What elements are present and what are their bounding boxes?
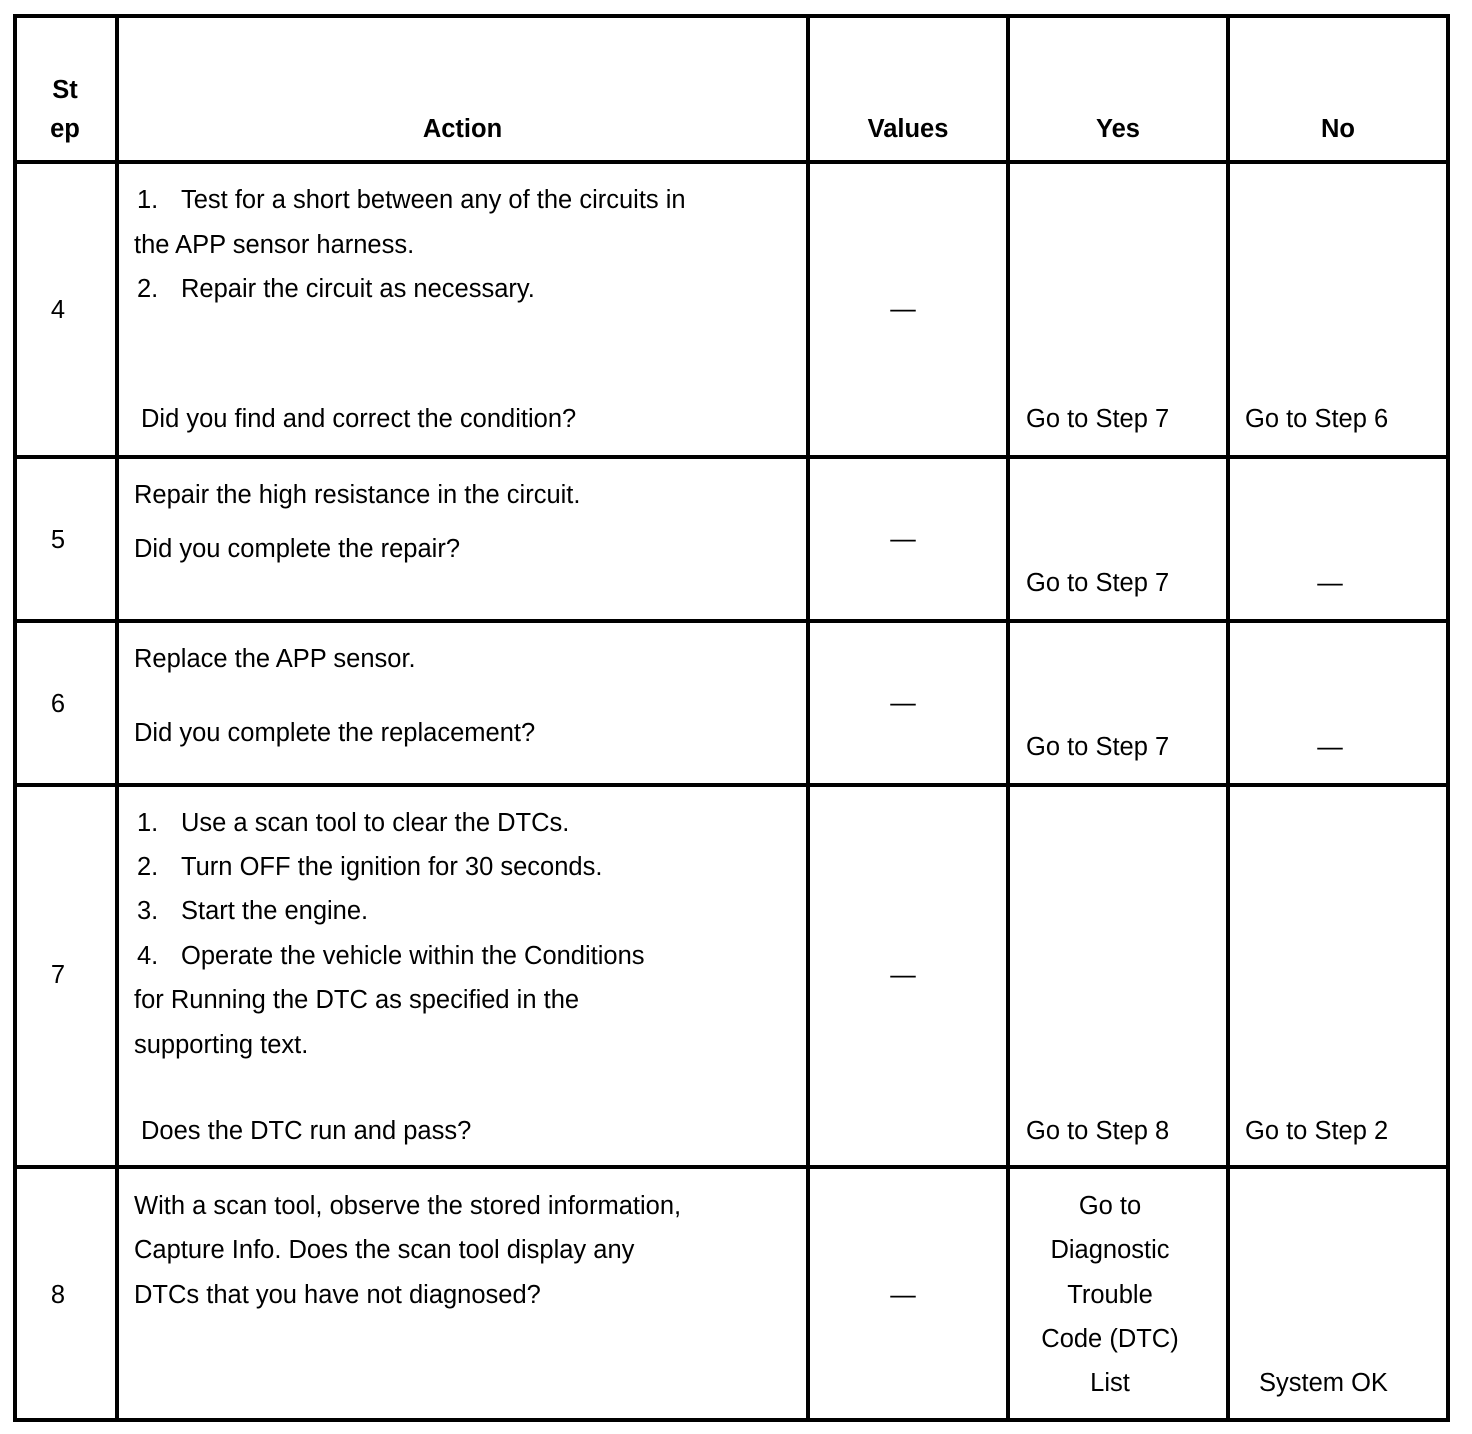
action-item-text: Use a scan tool to clear the DTCs. xyxy=(181,809,570,837)
action-item-number: 2. xyxy=(137,853,159,881)
step-number: 4 xyxy=(50,296,66,324)
yes-link-line[interactable]: List xyxy=(1090,1369,1130,1397)
no-cell: — xyxy=(1317,569,1343,597)
header-action: Action xyxy=(422,115,503,143)
row-divider xyxy=(13,160,1450,164)
table-border-bottom xyxy=(13,1418,1450,1422)
yes-link-line[interactable]: Diagnostic xyxy=(1050,1236,1170,1264)
row-divider xyxy=(13,455,1450,459)
action-item-number: 1. xyxy=(137,186,159,214)
yes-link-line[interactable]: Go to xyxy=(1078,1192,1142,1220)
row-divider xyxy=(13,619,1450,623)
column-divider xyxy=(1226,14,1230,1422)
column-divider xyxy=(806,14,810,1422)
action-text: With a scan tool, observe the stored information, xyxy=(134,1192,682,1220)
yes-link[interactable]: Go to Step 7 xyxy=(1026,405,1170,433)
no-link[interactable]: Go to Step 2 xyxy=(1245,1117,1389,1145)
action-item-text: Turn OFF the ignition for 30 seconds. xyxy=(181,853,603,881)
action-text: Repair the high resistance in the circuit. xyxy=(134,481,581,509)
step-number: 8 xyxy=(50,1281,66,1309)
row-divider xyxy=(13,1165,1450,1169)
action-item-number: 3. xyxy=(137,897,159,925)
action-text: Replace the APP sensor. xyxy=(134,645,416,673)
action-item-text: supporting text. xyxy=(134,1031,309,1059)
yes-link[interactable]: Go to Step 7 xyxy=(1026,733,1170,761)
header-step-line1: St xyxy=(52,76,78,104)
action-item-text: for Running the DTC as specified in the xyxy=(134,986,580,1014)
yes-link-line[interactable]: Trouble xyxy=(1067,1281,1153,1309)
action-item-text: Test for a short between any of the circuits in xyxy=(181,186,686,214)
yes-link-line[interactable]: Code (DTC) xyxy=(1041,1325,1179,1353)
action-question: Did you find and correct the condition? xyxy=(141,405,577,433)
header-values: Values xyxy=(867,115,949,143)
step-number: 5 xyxy=(50,526,66,554)
values-cell: — xyxy=(890,689,916,717)
yes-link[interactable]: Go to Step 8 xyxy=(1026,1117,1170,1145)
action-item-number: 4. xyxy=(137,942,159,970)
row-divider xyxy=(13,783,1450,787)
action-question: Does the DTC run and pass? xyxy=(141,1117,472,1145)
header-step-line2: ep xyxy=(50,115,80,143)
action-question: Did you complete the repair? xyxy=(134,535,461,563)
header-no: No xyxy=(1321,115,1355,143)
no-cell: — xyxy=(1317,733,1343,761)
no-link[interactable]: Go to Step 6 xyxy=(1245,405,1389,433)
action-text: Capture Info. Does the scan tool display any xyxy=(134,1236,635,1264)
action-question: Did you complete the replacement? xyxy=(134,719,536,747)
table-border-right xyxy=(1446,14,1450,1422)
values-cell: — xyxy=(890,525,916,553)
yes-link[interactable]: Go to Step 7 xyxy=(1026,569,1170,597)
action-item-number: 2. xyxy=(137,275,159,303)
step-number: 6 xyxy=(50,690,66,718)
no-cell: System OK xyxy=(1259,1369,1388,1397)
column-divider xyxy=(115,14,119,1422)
action-item-text: Start the engine. xyxy=(181,897,369,925)
header-yes: Yes xyxy=(1096,115,1140,143)
action-text: DTCs that you have not diagnosed? xyxy=(134,1281,541,1309)
table-border-left xyxy=(13,14,17,1422)
action-item-text: Repair the circuit as necessary. xyxy=(181,275,535,303)
values-cell: — xyxy=(890,961,916,989)
action-item-text: Operate the vehicle within the Conditions xyxy=(181,942,645,970)
action-item-text: the APP sensor harness. xyxy=(134,231,415,259)
step-number: 7 xyxy=(50,961,66,989)
action-item-number: 1. xyxy=(137,809,159,837)
values-cell: — xyxy=(890,295,916,323)
values-cell: — xyxy=(890,1281,916,1309)
table-border-top xyxy=(13,14,1450,18)
